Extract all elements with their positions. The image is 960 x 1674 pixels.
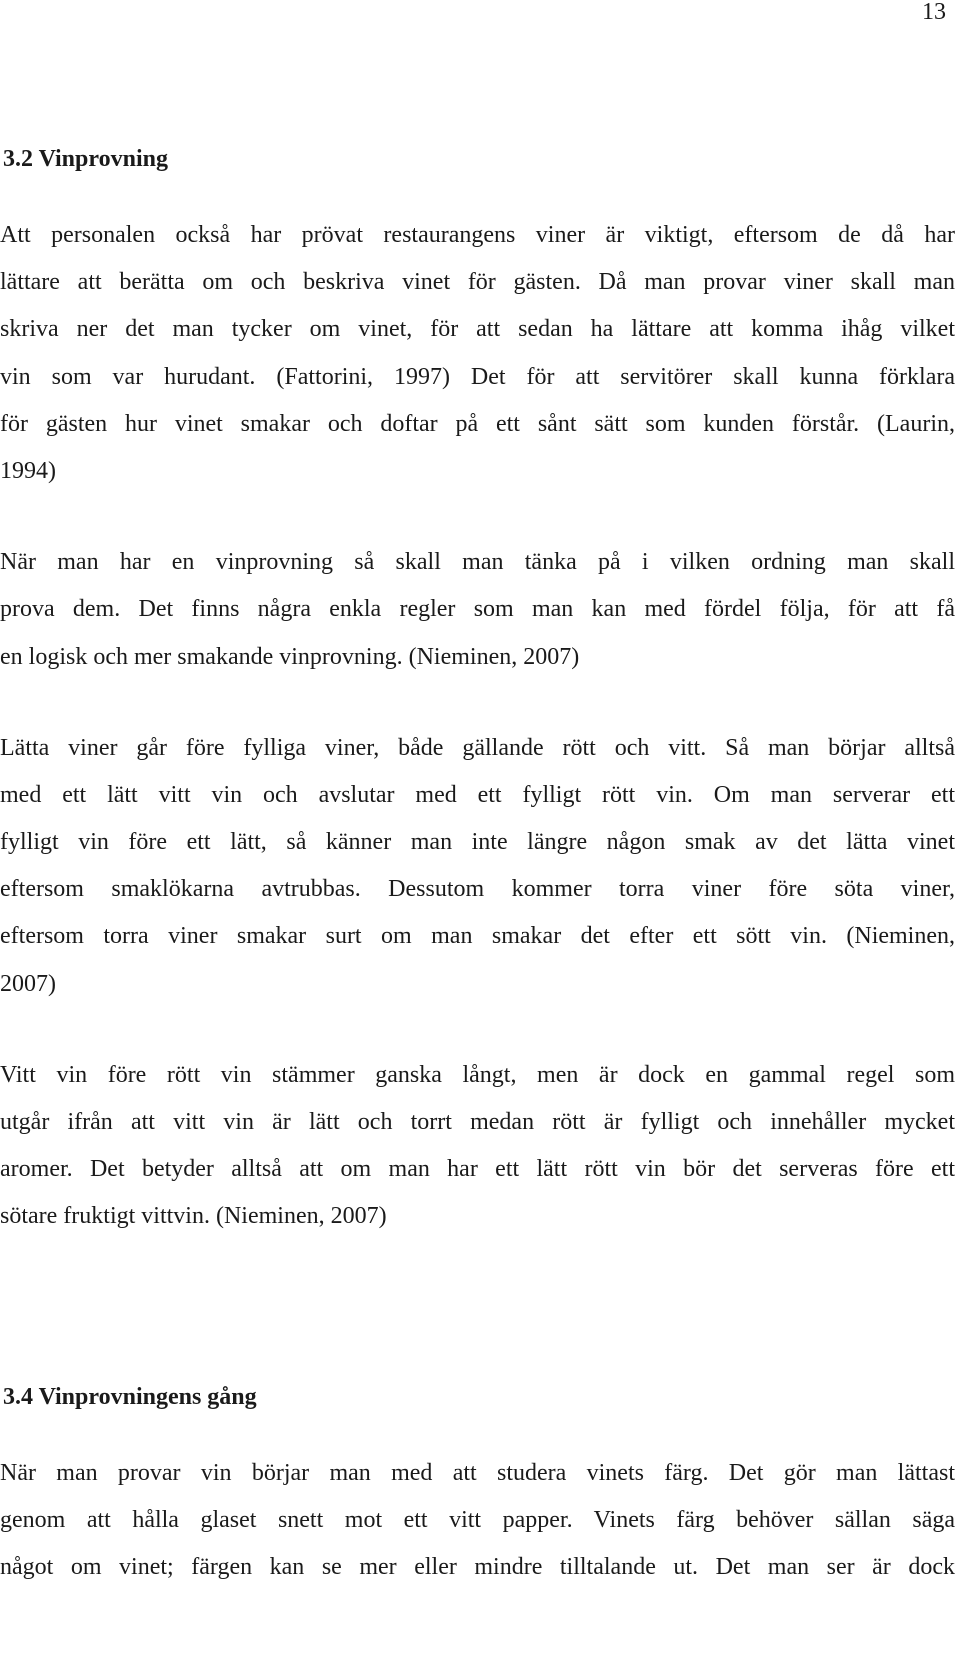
page-number: 13 [922,0,946,25]
text-line: Vitt vin före rött vin stämmer ganska långt, men är dock en gammal regel som [0,1061,955,1088]
text-line: aromer. Det betyder alltså att om man har ett lätt rött vin bör det serveras före ett [0,1156,955,1183]
text-line: skriva ner det man tycker om vinet, för att sedan ha lättare att komma ihåg vilket [0,316,955,343]
text-line: lättare att berätta om och beskriva vinet för gästen. Då man provar viner skall man [0,269,955,296]
text-line: När man provar vin börjar man med att studera vinets färg. Det gör man lättast [0,1459,955,1486]
text-line: eftersom smaklökarna avtrubbas. Dessutom kommer torra viner före söta viner, [0,876,955,903]
text-line: Lätta viner går före fylliga viner, både gällande rött och vitt. Så man börjar alltså [0,734,955,761]
text-line: genom att hålla glaset snett mot ett vitt papper. Vinets färg behöver sällan säga [0,1506,955,1533]
text-line: fylligt vin före ett lätt, så känner man inte längre någon smak av det lätta vinet [0,829,955,856]
text-line: 1994) [0,457,56,484]
text-line: vin som var hurudant. (Fattorini, 1997) Det för att servitörer skall kunna förklara [0,363,955,390]
paragraph [0,212,955,495]
text-line: med ett lätt vitt vin och avslutar med ett fylligt rött vin. Om man serverar ett [0,781,955,808]
paragraph [0,539,955,681]
text-line: utgår ifrån att vitt vin är lätt och torrt medan rött är fylligt och innehåller mycket [0,1109,955,1135]
text-line: eftersom torra viner smakar surt om man smakar det efter ett sött vin. (Nieminen, [0,923,955,950]
section-heading-vinprovning: 3.2 Vinprovning [3,146,168,172]
text-line: sötare fruktigt vittvin. (Nieminen, 2007) [0,1203,387,1230]
text-line: När man har en vinprovning så skall man tänka på i vilken ordning man skall [0,549,955,576]
text-line: en logisk och mer smakande vinprovning. (Nieminen, 2007) [0,643,580,670]
document-body [0,145,955,1591]
section-heading-vinprovningens-gang: 3.4 Vinprovningens gång [3,1383,257,1410]
text-line: något om vinet; färgen kan se mer eller mindre tilltalande ut. Det man ser är dock [0,1553,955,1580]
paragraph [0,1052,955,1241]
text-line: för gästen hur vinet smakar och doftar på ett sånt sätt som kunden förstår. (Laurin, [0,410,955,437]
text-line: Att personalen också har prövat restaurangens viner är viktigt, eftersom de då har [0,222,955,248]
text-line: 2007) [0,970,56,997]
paragraph [0,725,955,1008]
text-line: prova dem. Det finns några enkla regler som man kan med fördel följa, för att få [0,596,955,623]
paragraph [0,1450,955,1592]
